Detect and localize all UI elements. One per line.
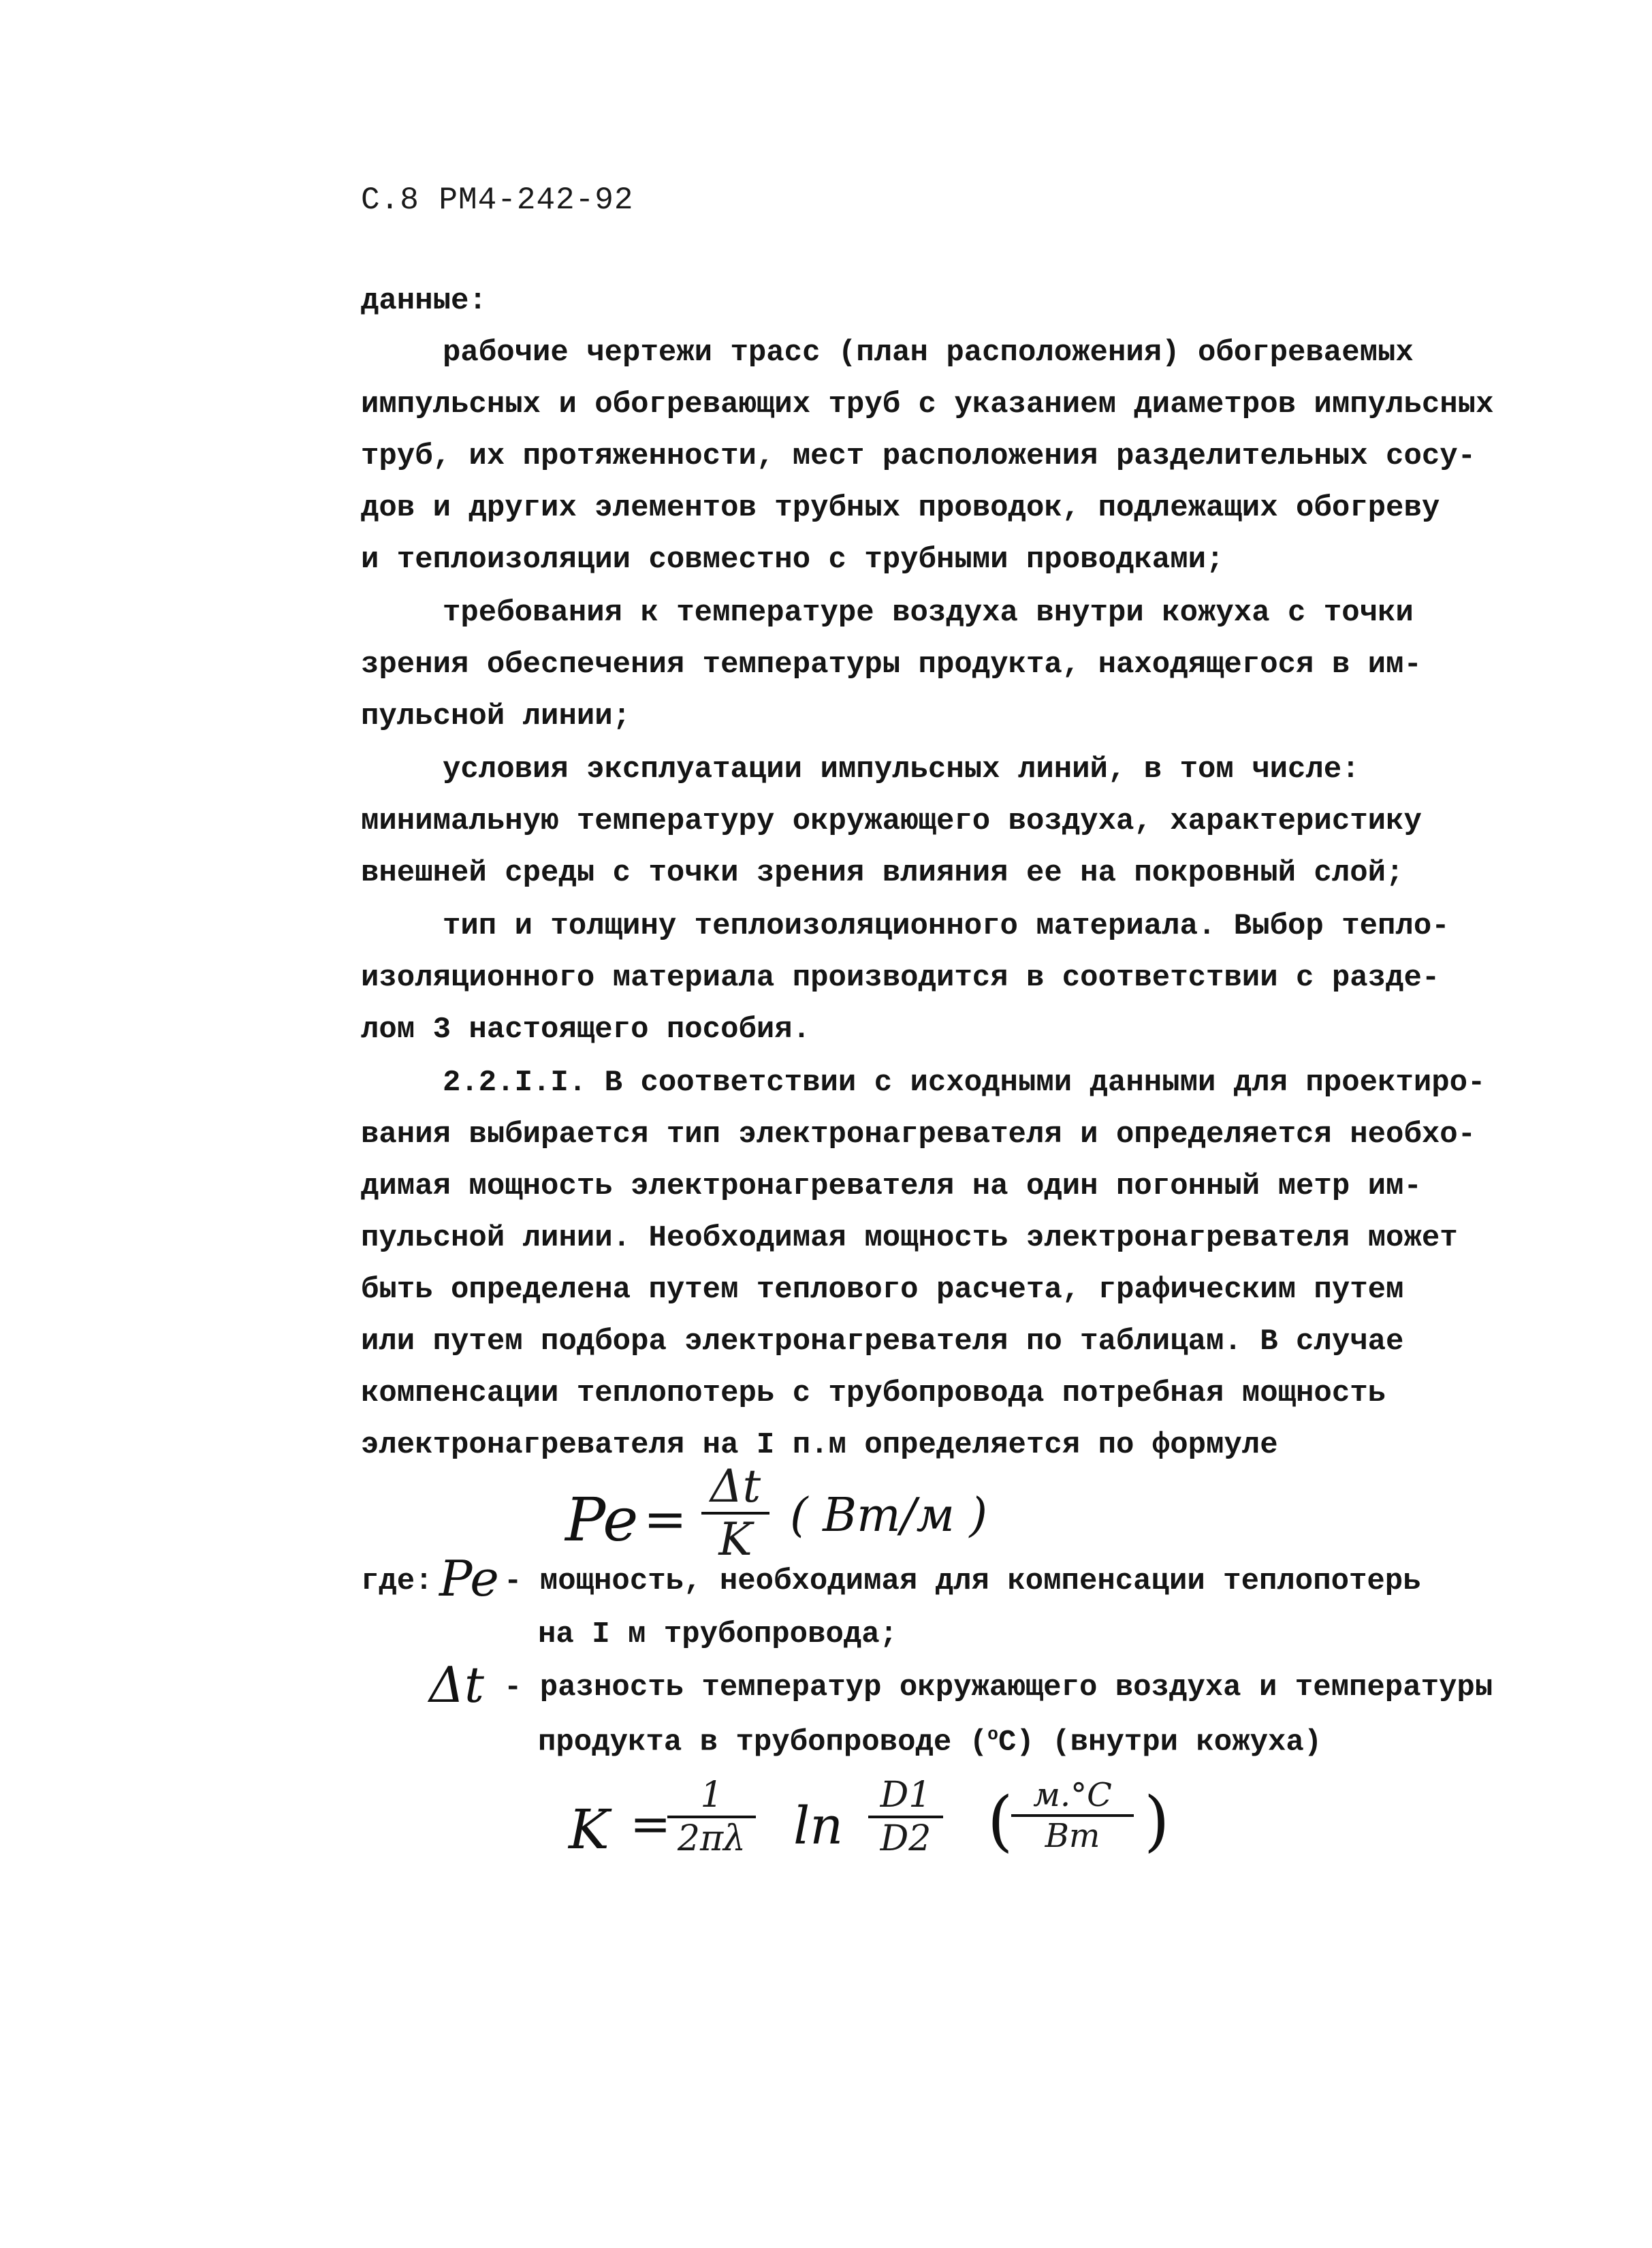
definition-dt-text-cont [538, 1726, 1322, 1758]
text-line: или путем подбора электронагревателя по таблицам. В случае [361, 1325, 1404, 1359]
definition-dt-text: - разность температур окружающего воздуха и температуры [504, 1671, 1493, 1705]
formula-k-fraction-1 [667, 1775, 756, 1859]
text-line: вания выбирается тип электронагревателя и определяется необхо- [361, 1118, 1476, 1152]
formula-k-lparen: ( [987, 1783, 1013, 1859]
formula-k-fraction-2 [868, 1775, 943, 1859]
formula-power-unit: ( Вт/м ) [790, 1489, 988, 1542]
text-line: дов и других элементов трубных проводок, подлежащих обогреву [361, 491, 1440, 525]
text-line: 2.2.I.I. В соответствии с исходными данными для проектиро- [443, 1066, 1486, 1100]
text-line: внешней среды с точки зрения влияния ее на покровный слой; [361, 856, 1404, 890]
text-line: быть определена путем теплового расчета, графическим путем [361, 1273, 1404, 1307]
definition-symbol-pe: Pe [439, 1550, 499, 1607]
definition-pe-text: - мощность, необходимая для компенсации теплопотерь [504, 1564, 1421, 1598]
degree-superscript: о [987, 1724, 998, 1745]
formula-k-num2: D1 [880, 1775, 932, 1816]
formula-power-numerator: Δt [710, 1460, 761, 1513]
definition-dt-text-cont-pre: продукта в трубопроводе ( [538, 1725, 988, 1760]
formula-k-num1: 1 [700, 1775, 723, 1816]
text-line: изоляционного материала производится в соответствии с разде- [361, 961, 1440, 995]
where-prefix: где: [361, 1564, 433, 1598]
formula-k-unit [1011, 1776, 1134, 1855]
formula-k-rparen: ) [1144, 1783, 1170, 1859]
text-line: требования к температуре воздуха внутри кожуха с точки [443, 596, 1414, 630]
text-line: рабочие чертежи трасс (план расположения) обогреваемых [443, 336, 1414, 370]
formula-power-lhs: Pe [565, 1485, 639, 1555]
formula-k-ln: ln [793, 1795, 844, 1856]
text-line: тип и толщину теплоизоляционного материала. Выбор тепло- [443, 909, 1450, 943]
formula-k-lhs: K [569, 1798, 609, 1861]
formula-k-unit-den: Вт [1045, 1817, 1100, 1855]
formula-k-equals: = [630, 1795, 671, 1852]
formula-k-unit-num: м.°С [1033, 1776, 1112, 1814]
definition-symbol-dt: Δt [429, 1656, 484, 1713]
text-line: условия эксплуатации импульсных линий, в том числе: [443, 753, 1360, 787]
text-line: компенсации теплопотерь с трубопровода потребная мощность [361, 1376, 1386, 1410]
definition-pe-text-cont: на I м трубопровода; [538, 1617, 898, 1651]
text-line: лом 3 настоящего пособия. [361, 1013, 811, 1047]
text-line: димая мощность электронагревателя на один погонный метр им- [361, 1169, 1422, 1203]
formula-power-fraction [701, 1460, 769, 1566]
definition-dt-text-cont-post: С) (внутри кожуха) [998, 1725, 1322, 1760]
text-line: импульсных и обогревающих труб с указанием диаметров импульсных [361, 387, 1494, 422]
formula-power-equals: = [644, 1489, 687, 1549]
text-line: электронагревателя на I п.м определяется по формуле [361, 1428, 1278, 1462]
page-header: С.8 РМ4-242-92 [361, 183, 634, 218]
text-line: зрения обеспечения температуры продукта, находящегося в им- [361, 648, 1422, 682]
formula-power-denominator: K [718, 1513, 752, 1566]
text-line: пульсной линии; [361, 699, 631, 733]
text-line: и теплоизоляции совместно с трубными проводками; [361, 543, 1224, 577]
formula-k-den1: 2πλ [677, 1818, 746, 1859]
text-line: данные: [361, 284, 487, 318]
formula-k-den2: D2 [880, 1818, 932, 1859]
text-line: труб, их протяженности, мест расположения разделительных сосу- [361, 439, 1476, 473]
text-line: пульсной линии. Необходимая мощность электронагревателя может [361, 1221, 1458, 1255]
text-line: минимальную температуру окружающего воздуха, характеристику [361, 804, 1422, 838]
